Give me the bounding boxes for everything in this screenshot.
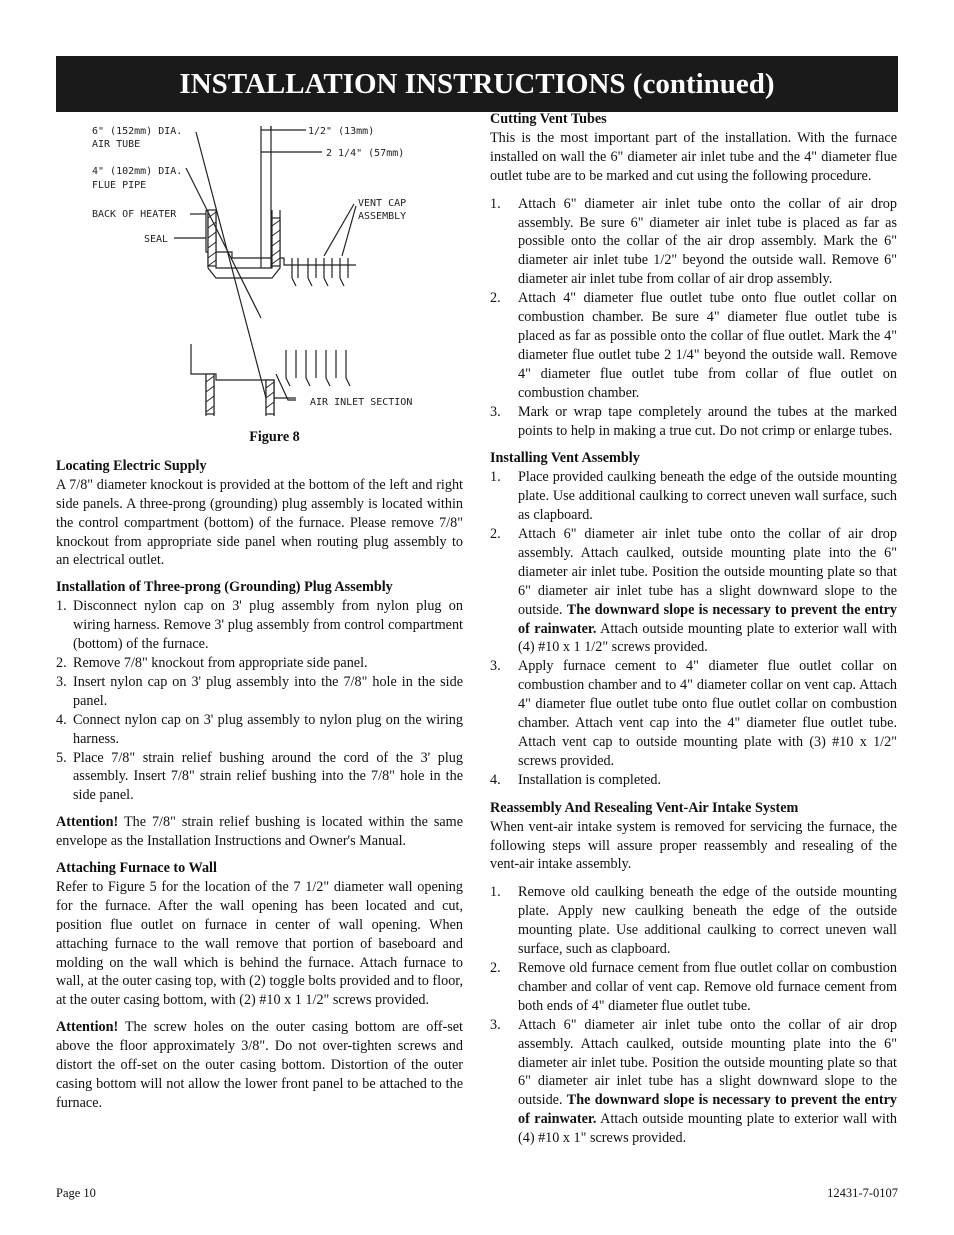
- list-item: 2. Attach 6" diameter air inlet tube onto the collar of air drop assembly. Attach caulked, outside mounting plate into the 6" diameter air inlet tube. Position the outside mounting plate so that 6" diameter air inlet tube has a slight downward slope to the outside. The downward slope is necessary to prevent the entry of rainwater. Attach outside mounting plate to exterior wall with (4) #10 x 1 1/2" screws provided.: [490, 526, 897, 656]
- list-item: 1. Remove old caulking beneath the edge of the outside mounting plate. Apply new caulking beneath the edge of the outside mounting plate. Use additional caulking to correct uneven wall surface, such as clapboard.: [490, 884, 897, 958]
- list-item: 4. Installation is completed.: [490, 771, 662, 788]
- paragraph-attention-1: Attention! The 7/8" strain relief bushing is located within the same envelope as the Installation Instructions and Owner's Manual.: [56, 814, 463, 850]
- cutting-steps-list: [490, 195, 897, 441]
- label-air-tube-1: 6" (152mm) DIA.: [92, 126, 183, 137]
- label-back-of-heater: BACK OF HEATER: [92, 209, 177, 220]
- paragraph-wall: Refer to Figure 5 for the location of the 7 1/2" diameter wall opening for the furnace. After the wall opening has been located and cut, position flue outlet on furnace in center of wall opening. When attaching furnace to the wall remove that portion of baseboard and molding on the wall which is behind the furnace. Attach furnace to wall, at the outer casing top, with (2) toggle bolts provided and to floor, at the outer casing bottom, with (2) #10 x 1 1/2" screws provided.: [56, 878, 463, 1009]
- section-heading-electric: Locating Electric Supply: [56, 457, 207, 474]
- section-heading-cutting: Cutting Vent Tubes: [490, 111, 607, 127]
- paragraph-electric: A 7/8" diameter knockout is provided at the bottom of the left and right side panels. A three-prong (grounding) plug assembly is located within the control compartment (bottom) of the furnace. Please remove 7/8" knockout from appropriate side panel when routing plug assembly to an electrical outlet.: [56, 476, 463, 569]
- paragraph-reassembly: When vent-air intake system is removed for servicing the furnace, the following steps will assure proper reassembly and resealing of the vent-air intake assembly.: [490, 818, 897, 873]
- label-seal: SEAL: [144, 234, 169, 245]
- section-heading-wall: Attaching Furnace to Wall: [56, 860, 217, 877]
- figure-8-diagram: [56, 118, 463, 418]
- list-item: 3. Attach 6" diameter air inlet tube onto the collar of air drop assembly. Attach caulked, outside mounting plate into the 6" diameter air inlet tube. Position the outside mounting plate so that 6" diameter air inlet tube has a slight downward slope to the outside. The downward slope is necessary to prevent the entry of rainwater. Attach outside mounting plate to exterior wall with (4) #10 x 1" screws provided.: [490, 1016, 897, 1147]
- label-dim-1: 1/2" (13mm): [308, 126, 375, 137]
- label-flue-2: FLUE PIPE: [92, 180, 147, 191]
- vent-diagram-svg: [56, 118, 463, 418]
- list-item: 5. Place 7/8" strain relief bushing around the cord of the 3' plug assembly. Insert 7/8" strain relief bushing into the 7/8" hole in the side panel.: [56, 749, 463, 804]
- list-item: 2. Remove old furnace cement from flue outlet collar on combustion chamber and collar of vent cap. Remove old furnace cement from both ends of 4" diameter flue outlet tube.: [490, 959, 897, 1014]
- page-title: INSTALLATION INSTRUCTIONS (continued): [56, 56, 898, 112]
- label-vent-cap-2: ASSEMBLY: [358, 211, 407, 222]
- list-item: 1. Disconnect nylon cap on 3' plug assembly from nylon plug on wiring harness. Remove 3' plug assembly from control compartment (bottom) of the furnace.: [56, 598, 463, 653]
- label-air-inlet-section: AIR INLET SECTION: [310, 397, 413, 408]
- section-heading-reassembly: Reassembly And Resealing Vent-Air Intake System: [490, 799, 799, 816]
- section-heading-installing: Installing Vent Assembly: [490, 450, 640, 467]
- list-item: 3. Apply furnace cement to 4" diameter flue outlet collar on combustion chamber and to 4" diameter collar on vent cap. Attach 4" diameter flue outlet tube onto flue outlet collar on combustion chamber. Attach vent cap into the 4" diameter flue outlet tube. Attach vent cap to outside mounting plate with (3) #10 x 1/2" screws provided.: [490, 658, 897, 769]
- plug-steps-list: [56, 597, 463, 805]
- right-column: [490, 110, 897, 1148]
- document-number: 12431-7-0107: [827, 1186, 898, 1200]
- list-item: 4. Connect nylon cap on 3' plug assembly to nylon plug on the wiring harness.: [56, 711, 463, 747]
- list-item: 3. Mark or wrap tape completely around the tubes at the marked points to help in making a true cut. Do not crimp or enlarge tubes.: [490, 403, 897, 439]
- label-air-tube-2: AIR TUBE: [92, 139, 141, 150]
- label-flue-1: 4" (102mm) DIA.: [92, 166, 183, 177]
- list-item: 1. Place provided caulking beneath the edge of the outside mounting plate. Use additional caulking to correct uneven wall surface, such as clapboard.: [490, 469, 897, 524]
- page-number: Page 10: [56, 1186, 96, 1200]
- list-item: 1. Attach 6" diameter air inlet tube onto the collar of air drop assembly. Be sure 6" diameter air inlet tube is placed as far as possible onto the collar of the air drop assembly. Mark the 6" diameter air inlet tube 1/2" beyond the outside wall. Remove 6" diameter air inlet tube from collar of air drop assembly.: [490, 195, 897, 288]
- label-vent-cap-1: VENT CAP: [358, 198, 407, 209]
- list-item: 2. Attach 4" diameter flue outlet tube onto flue outlet collar on combustion chamber. Be sure 4" diameter flue outlet tube is placed as far as possible onto the collar of flue outlet. Mark the 4" diameter flue outlet tube 2 1/4" beyond the outside wall. Remove 4" diameter flue outlet tube from collar of flue outlet on combustion chamber.: [490, 290, 897, 401]
- list-item: 3. Insert nylon cap on 3' plug assembly into the 7/8" hole in the side panel.: [56, 673, 463, 709]
- reassembly-steps-list: [490, 883, 897, 1148]
- paragraph-cutting: This is the most important part of the installation. With the furnace installed on wall the 6" diameter air inlet tube and the 4" diameter flue outlet tube are to be marked and cut using the following procedure.: [490, 129, 897, 184]
- section-heading-plug: Installation of Three-prong (Grounding) Plug Assembly: [56, 579, 393, 596]
- paragraph-attention-2: Attention! The screw holes on the outer casing bottom are off-set above the floor approximately 3/8". Do not over-tighten screws and distort the off-set on the outer casing bottom. Distortion of the outer casing bottom will not allow the lower front panel to be attached to the furnace.: [56, 1019, 463, 1111]
- left-column: [56, 118, 463, 1113]
- installing-steps-list: [490, 468, 897, 789]
- figure-caption: Figure 8: [249, 429, 300, 445]
- list-item: 2. Remove 7/8" knockout from appropriate side panel.: [56, 654, 368, 671]
- label-dim-2: 2 1/4" (57mm): [326, 148, 405, 159]
